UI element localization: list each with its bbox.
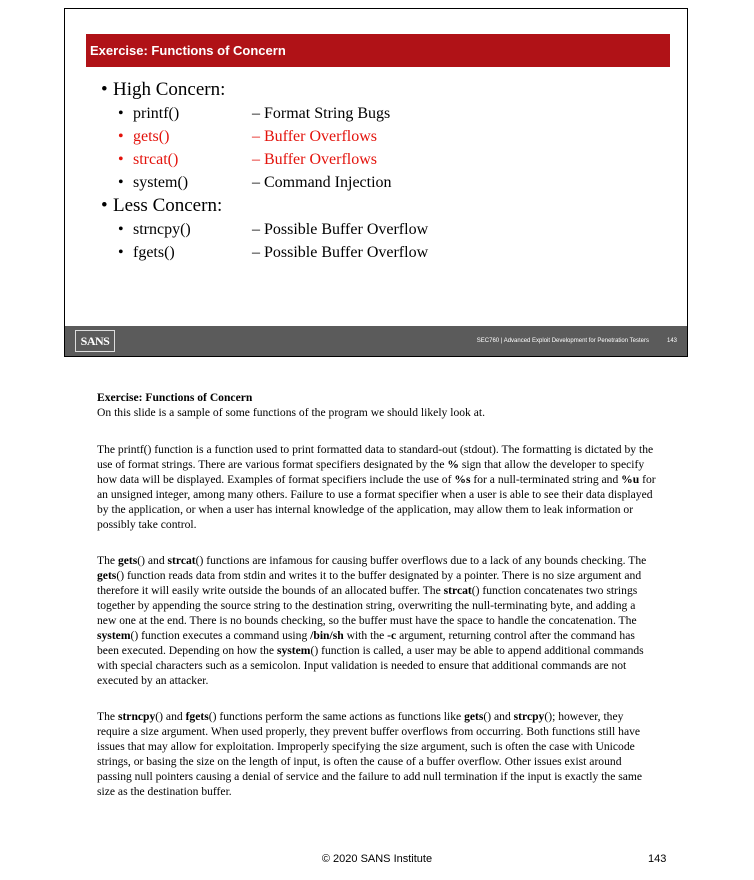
bullet-group-high	[101, 79, 225, 101]
bullet-glyph: •	[118, 174, 124, 191]
notes-paragraph-gets-strcat: The gets() and strcat() functions are infamous for causing buffer overflows due to a lack of any bounds checking. The gets() function reads data from stdin and writes it to the buffer designated by a pointer. There is no size argument and therefore it will easily write outside the bounds of an allocated buffer. The strcat() function concatenates two strings together by appending the source string to the destination string, overwriting the null-terminating byte, and adding a new one at the end. There is no bounds checking, so the buffer must have the space to handle the concatenation. The system() function executes a command using /bin/sh with the -c argument, returning control after the command has been executed. Depending on how the system() function is called, a user may be able to append additional commands with special characters such as a semicolon. Input validation is needed to ensure that additional commands are not executed by an attacker.	[97, 554, 647, 687]
function-name: gets()	[133, 128, 170, 145]
function-name: system()	[133, 174, 189, 191]
bullet-glyph: •	[118, 105, 124, 122]
slide	[64, 8, 688, 357]
function-name: strcat()	[133, 151, 179, 168]
bullet-glyph: •	[118, 128, 124, 145]
function-name: fgets()	[133, 244, 175, 261]
bullet-glyph: •	[101, 195, 108, 216]
bullet-glyph: •	[101, 79, 108, 100]
bullet-item	[118, 243, 428, 263]
page-number: 143	[648, 853, 667, 865]
function-concern: – Format String Bugs	[252, 105, 391, 122]
function-concern: – Command Injection	[252, 174, 392, 191]
function-name: strncpy()	[133, 221, 191, 238]
notes-intro: On this slide is a sample of some functions of the program we should likely look at.	[97, 406, 486, 419]
function-concern: – Buffer Overflows	[252, 151, 378, 168]
sans-logo: SANS	[75, 330, 115, 352]
bullet-item	[118, 127, 377, 147]
copyright: © 2020 SANS Institute	[321, 853, 433, 865]
function-name: printf()	[133, 105, 180, 122]
notes-section	[97, 390, 657, 820]
bullet-item	[118, 150, 377, 170]
bullet-glyph: •	[118, 244, 124, 261]
bullet-group-less	[101, 195, 222, 217]
function-concern: – Buffer Overflows	[252, 128, 378, 145]
course-title: SEC760 | Advanced Exploit Development for Penetration Testers	[476, 338, 649, 344]
bullet-glyph: •	[118, 151, 124, 168]
bullet-glyph: •	[118, 221, 124, 238]
group-label: High Concern:	[113, 79, 226, 100]
bullet-item	[118, 220, 428, 240]
slide-title: Exercise: Functions of Concern	[86, 34, 670, 67]
slide-page-number: 143	[666, 338, 677, 344]
notes-heading: Exercise: Functions of Concern	[97, 391, 253, 404]
bullet-item	[118, 104, 390, 124]
function-concern: – Possible Buffer Overflow	[252, 221, 429, 238]
function-concern: – Possible Buffer Overflow	[252, 244, 429, 261]
slide-footer-bar	[65, 326, 687, 356]
notes-paragraph-strncpy-fgets: The strncpy() and fgets() functions perform the same actions as functions like gets() and strcpy(); however, they require a size argument. When used properly, they prevent buffer overflows from occurring. Both functions still have issues that may allow for exploitation. Improperly specifying the size argument, such is often the case with Unicode strings, or basing the size on the length of input, is often the cause of a buffer overflow. Other issues exist around passing null pointers causing a denial of service and the failure to add null termination if the input is exactly the same size as the destination buffer.	[97, 710, 643, 798]
notes-paragraph-printf: The printf() function is a function used to print formatted data to standard-out (stdout). The formatting is dictated by the use of format strings. There are various format specifiers designated by the % sign that allow the developer to specify how data will be displayed. Examples of format specifiers include the use of %s for a null-terminated string and %u for an unsigned integer, among many others. Failure to use a format specifier when a user is able to see their data displayed by the application, or when a user has internal knowledge of the application, may allow them to leak information or possibly take control.	[97, 443, 656, 531]
bullet-item	[118, 173, 392, 193]
group-label: Less Concern:	[113, 195, 223, 216]
